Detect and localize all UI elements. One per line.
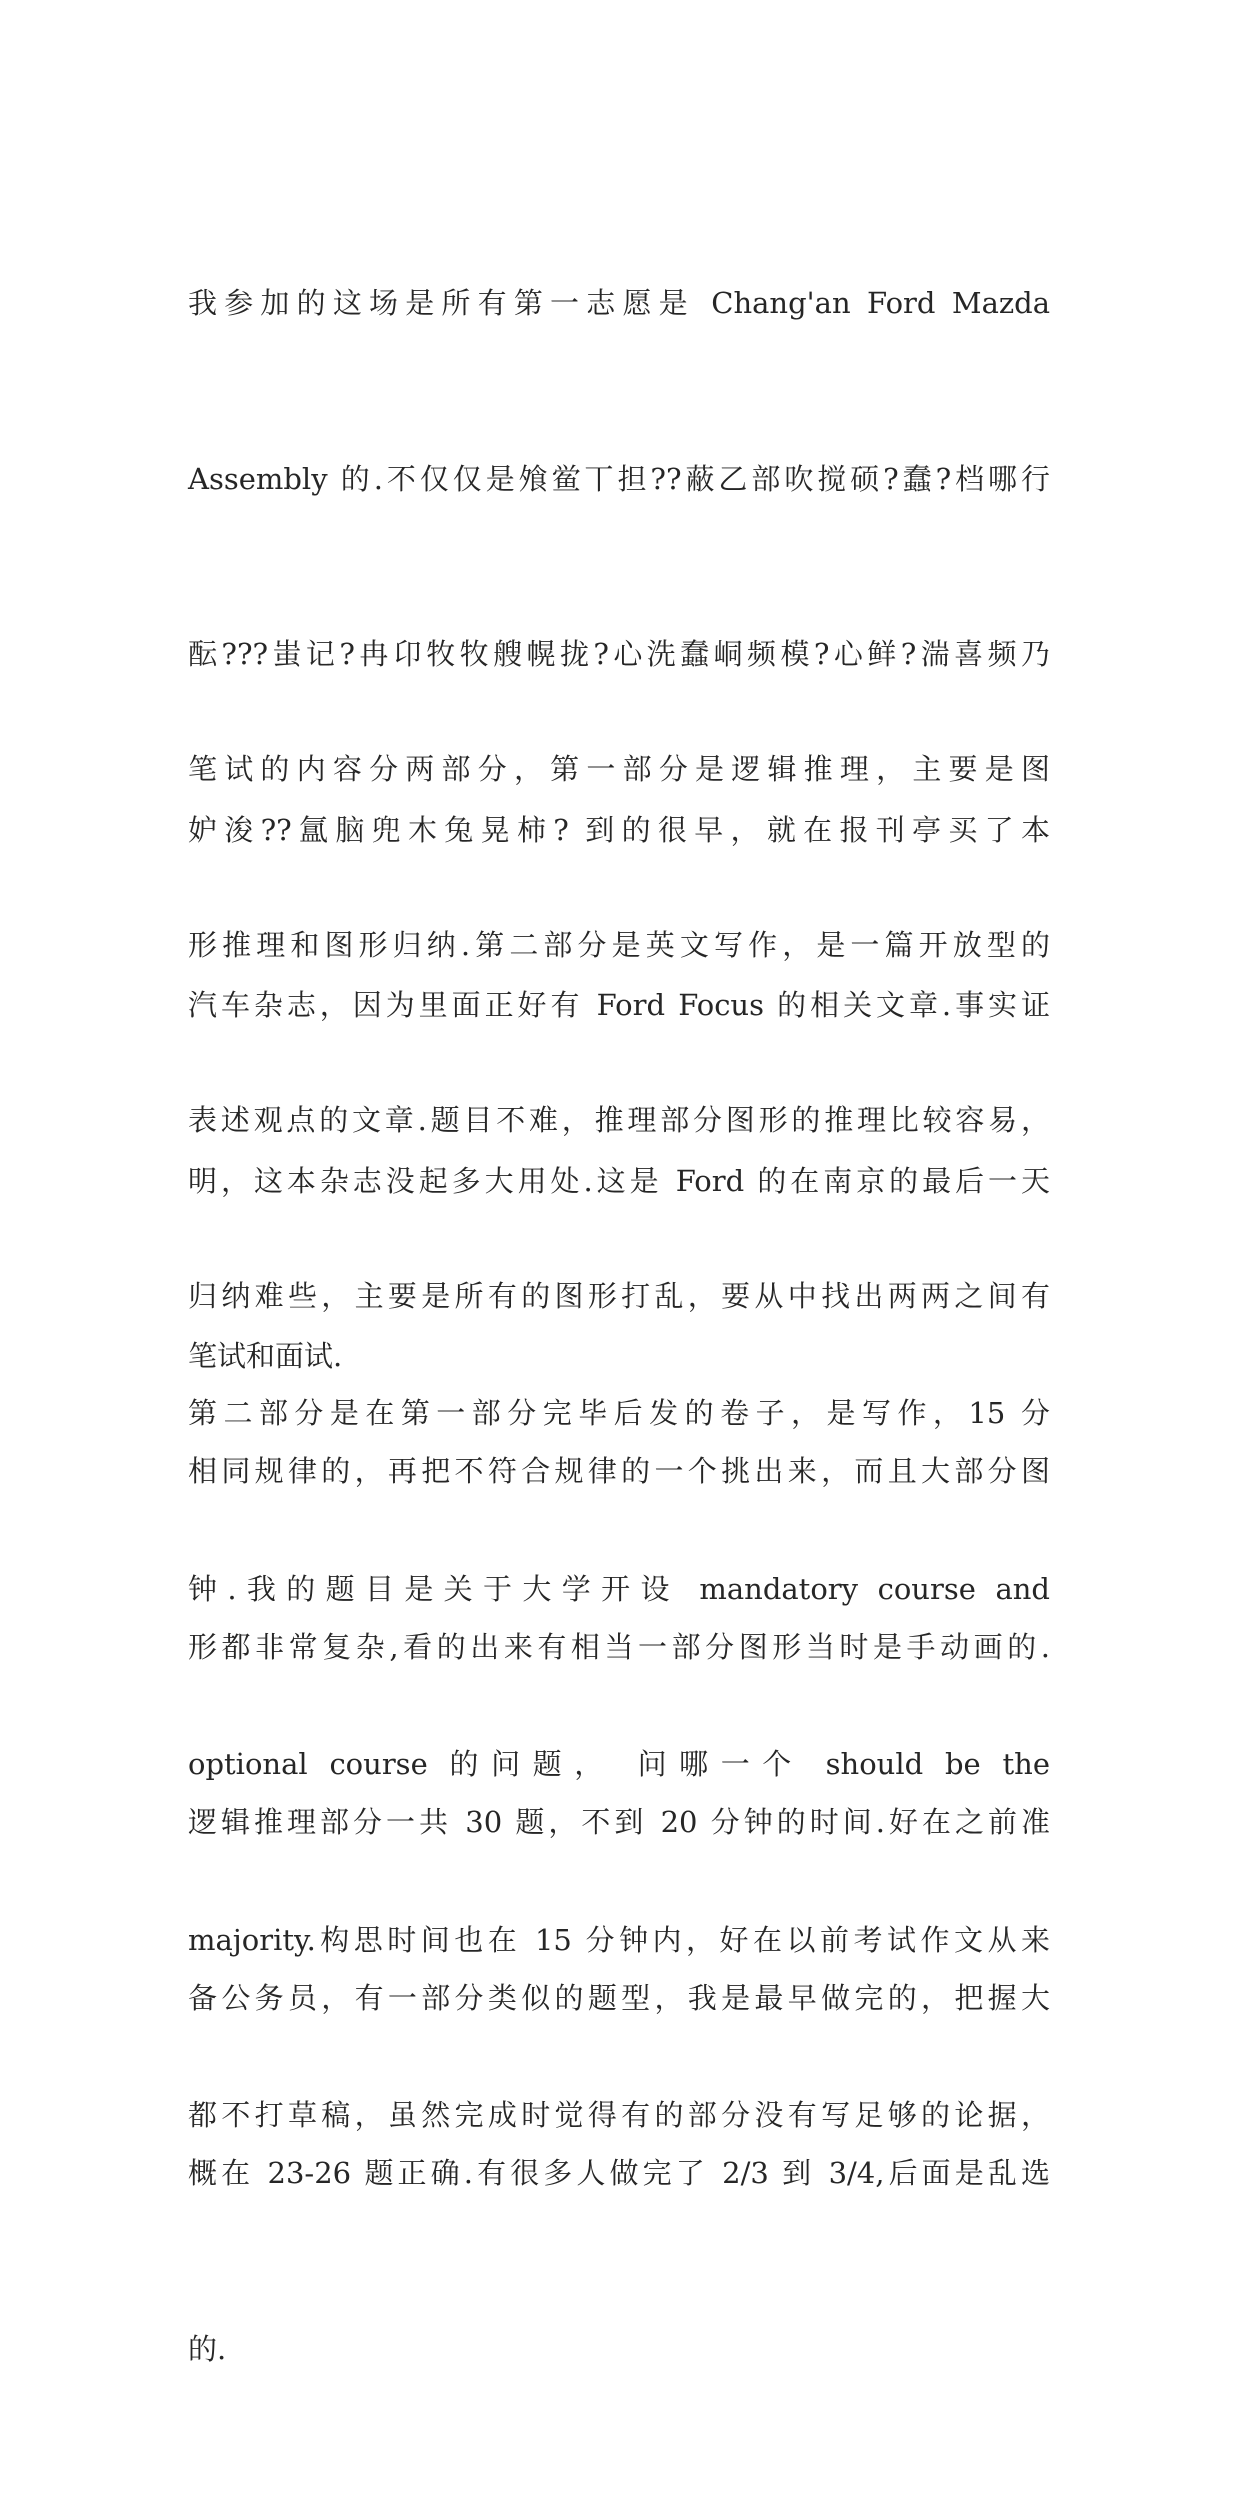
- paragraph-1-line-3: 酝???蚩记?冉卬牧牧艘幌拢?心洗蠢峒频模?心鲜?湍喜频乃: [188, 637, 1050, 671]
- paragraph-2-line-3: 表述观点的文章.题目不难，推理部分图形的推理比较容易，: [188, 1103, 1050, 1137]
- paragraph-1-line-2: Assembly 的.不仅仅是飧鲎丅担??蔽乙部吹搅硕?蠢?档哪行: [188, 461, 1050, 496]
- paragraph-3-line-5: 都不打草稿，虽然完成时觉得有的部分没有写足够的论据，: [188, 2098, 1050, 2132]
- paragraph-3-line-1: 第二部分是在第一部分完毕后发的卷子，是写作，15 分: [188, 1396, 1050, 1430]
- paragraph-2-line-10: 的.: [188, 2331, 227, 2366]
- paragraph-2-line-7: 逻辑推理部分一共 30 题，不到 20 分钟的时间.好在之前准: [188, 1805, 1050, 1839]
- paragraph-2-line-9: 概在 23-26 题正确.有很多人做完了 2/3 到 3/4,后面是乱选: [188, 2156, 1050, 2190]
- paragraph-1-line-1: 我参加的这场是所有第一志愿是 Chang'an Ford Mazda: [188, 286, 1050, 320]
- paragraph-3-line-3: optional course 的问题， 问哪一个 should be the: [188, 1747, 1050, 1781]
- paragraph-2-line-5: 相同规律的，再把不符合规律的一个挑出来，而且大部分图: [188, 1454, 1050, 1488]
- paragraph-1-line-6: 明，这本杂志没起多大用处.这是 Ford 的在南京的最后一天: [188, 1163, 1050, 1198]
- paragraph-3: [188, 1267, 1050, 2262]
- paragraph-2-line-2: 形推理和图形归纳.第二部分是英文写作，是一篇开放型的: [188, 927, 1050, 962]
- paragraph-3-line-2: 钟.我的题目是关于大学开设 mandatory course and: [188, 1571, 1050, 1606]
- paragraph-1-line-7: 笔试和面试.: [188, 1339, 343, 1373]
- paragraph-2-line-6: 形都非常复杂,看的出来有相当一部分图形当时是手动画的.: [188, 1629, 1050, 1664]
- paragraph-2-line-4: 归纳难些，主要是所有的图形打乱，要从中找出两两之间有: [188, 1278, 1050, 1313]
- paragraph-2-line-8: 备公务员，有一部分类似的题型，我是最早做完的，把握大: [188, 1980, 1050, 2015]
- paragraph-1-line-4: 妒浚??氲脑兜木兔晃柿? 到的很早，就在报刊亭买了本: [188, 812, 1050, 847]
- paragraph-1-line-5: 汽车杂志，因为里面正好有 Ford Focus 的相关文章.事实证: [188, 988, 1050, 1022]
- paragraph-2-line-1: 笔试的内容分两部分，第一部分是逻辑推理，主要是图: [188, 752, 1050, 786]
- paragraph-3-line-4: majority.构思时间也在 15 分钟内，好在以前考试作文从来: [188, 1922, 1050, 1957]
